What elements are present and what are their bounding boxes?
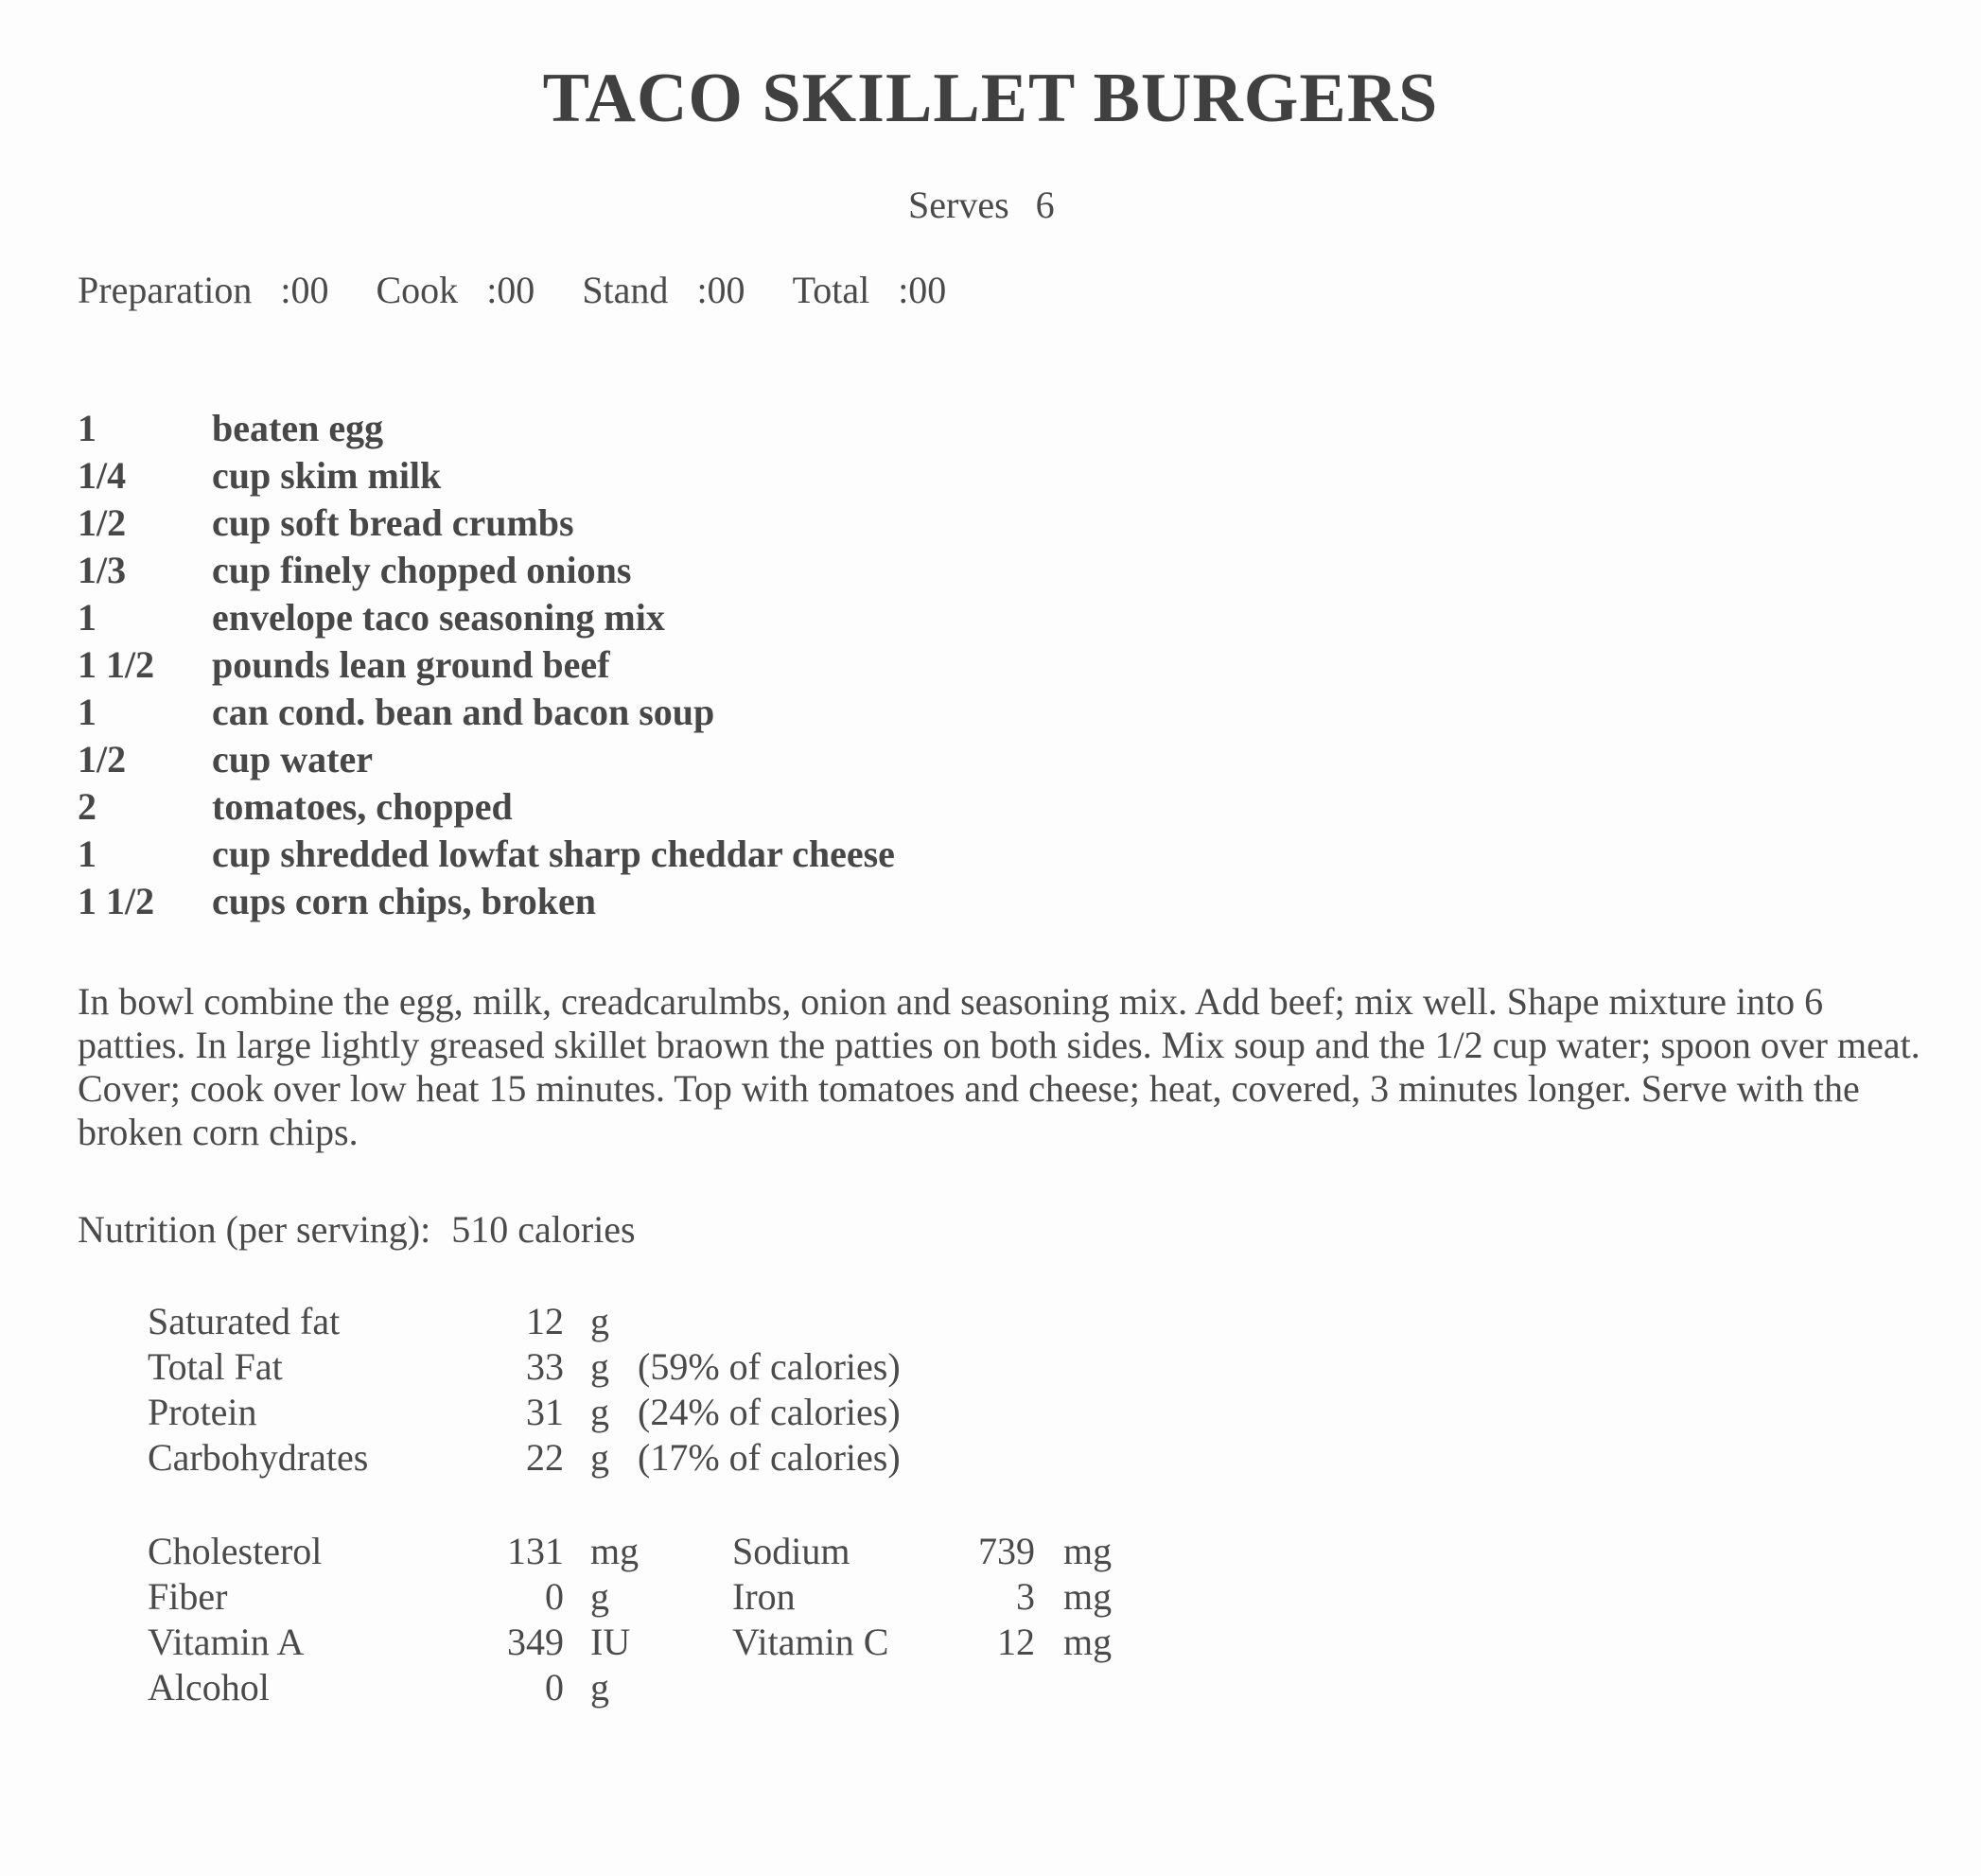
ingredient-text: can cond. bean and bacon soup [212, 691, 715, 733]
ingredient-row [78, 405, 895, 452]
micro-label: Vitamin A [148, 1621, 305, 1663]
nutrition-label: Nutrition (per serving): [78, 1208, 431, 1251]
micro-value: 0 [545, 1666, 564, 1709]
ingredient-row [78, 452, 895, 500]
time-value: :00 [280, 269, 329, 311]
micro-value: 349 [507, 1621, 564, 1663]
ingredient-qty: 1 1/2 [78, 643, 155, 686]
ingredient-text: cup finely chopped onions [212, 549, 632, 591]
ingredient-list [78, 405, 895, 925]
macro-unit: g [590, 1345, 609, 1388]
time-cook [377, 268, 535, 312]
micro-label: Sodium [732, 1530, 850, 1572]
ingredient-text: tomatoes, chopped [212, 785, 513, 828]
macro-row [148, 1390, 901, 1435]
ingredient-qty: 2 [78, 785, 96, 828]
time-label: Total [792, 269, 870, 311]
macro-unit: g [590, 1391, 609, 1433]
ingredient-text: cup water [212, 738, 373, 780]
micro-row [148, 1665, 1112, 1710]
time-stand [582, 268, 745, 312]
macro-label: Protein [148, 1391, 257, 1433]
micro-table [148, 1529, 1112, 1710]
macro-row [148, 1435, 901, 1481]
nutrition-heading [78, 1207, 636, 1252]
instructions-paragraph: In bowl combine the egg, milk, creadcarulmbs, onion and seasoning mix. Add beef; mix well. Shape mixture into 6 patties. In large lightly greased skillet braown the patties on both sides. Mix soup and the 1/2 cup water; spoon over meat. Cover; cook over low heat 15 minutes. Top with tomatoes and cheese; heat, covered, 3 minutes longer. Serve with the broken corn chips. [78, 980, 1920, 1153]
micro-unit: mg [590, 1530, 640, 1572]
ingredient-qty: 1/2 [78, 738, 127, 780]
ingredient-row [78, 641, 895, 689]
ingredient-row [78, 831, 895, 878]
micro-label: Cholesterol [148, 1530, 323, 1572]
micro-label: Iron [732, 1575, 796, 1618]
ingredient-qty: 1/4 [78, 454, 127, 497]
macro-label: Total Fat [148, 1345, 283, 1388]
time-total [793, 268, 947, 312]
micro-unit: g [590, 1666, 609, 1709]
ingredient-text: cup shredded lowfat sharp cheddar cheese [212, 833, 895, 875]
ingredient-qty: 1/2 [78, 501, 127, 544]
macro-unit: g [590, 1300, 609, 1342]
macro-label: Carbohydrates [148, 1436, 369, 1479]
macro-table [148, 1299, 901, 1481]
macro-value: 22 [526, 1436, 564, 1479]
ingredient-text: cup soft bread crumbs [212, 501, 574, 544]
micro-label: Fiber [148, 1575, 228, 1618]
ingredient-row [78, 878, 895, 925]
ingredient-qty: 1 [78, 596, 96, 639]
micro-label: Alcohol [148, 1666, 270, 1709]
micro-unit: g [590, 1575, 609, 1618]
time-line [78, 268, 984, 312]
recipe-title: TACO SKILLET BURGERS [542, 60, 1439, 137]
macro-value: 31 [526, 1391, 564, 1433]
micro-value: 131 [507, 1530, 564, 1572]
macro-label: Saturated fat [148, 1300, 341, 1342]
time-label: Stand [582, 269, 669, 311]
ingredient-qty: 1/3 [78, 549, 127, 591]
ingredient-qty: 1 1/2 [78, 880, 155, 922]
macro-percent: (17% of calories) [638, 1436, 901, 1479]
serves-label: Serves [908, 184, 1009, 226]
macro-value: 33 [526, 1345, 564, 1388]
ingredient-row [78, 594, 895, 641]
serves-value: 6 [1035, 184, 1055, 226]
serves-line [908, 183, 1055, 227]
time-value: :00 [898, 269, 947, 311]
time-label: Cook [376, 269, 459, 311]
micro-value: 739 [978, 1530, 1035, 1572]
micro-row [148, 1620, 1112, 1665]
macro-row [148, 1299, 901, 1344]
ingredient-row [78, 783, 895, 831]
nutrition-calories: 510 calories [451, 1208, 636, 1251]
micro-unit: mg [1063, 1575, 1113, 1618]
ingredient-text: cups corn chips, broken [212, 880, 597, 922]
micro-value: 0 [545, 1575, 564, 1618]
ingredient-text: pounds lean ground beef [212, 643, 610, 686]
micro-unit: mg [1063, 1621, 1113, 1663]
ingredient-text: beaten egg [212, 407, 384, 449]
ingredient-row [78, 547, 895, 594]
micro-label: Vitamin C [732, 1621, 889, 1663]
ingredient-row [78, 736, 895, 783]
time-value: :00 [696, 269, 745, 311]
macro-percent: (24% of calories) [638, 1391, 901, 1433]
ingredient-qty: 1 [78, 833, 96, 875]
ingredient-qty: 1 [78, 691, 96, 733]
micro-value: 12 [997, 1621, 1035, 1663]
ingredient-text: envelope taco seasoning mix [212, 596, 665, 639]
micro-row [148, 1529, 1112, 1574]
macro-row [148, 1344, 901, 1390]
ingredient-text: cup skim milk [212, 454, 442, 497]
time-preparation [78, 268, 329, 312]
ingredient-qty: 1 [78, 407, 96, 449]
time-value: :00 [486, 269, 535, 311]
time-label: Preparation [78, 269, 253, 311]
micro-row [148, 1574, 1112, 1620]
macro-percent: (59% of calories) [638, 1345, 901, 1388]
macro-value: 12 [526, 1300, 564, 1342]
micro-unit: IU [590, 1621, 631, 1663]
ingredient-row [78, 500, 895, 547]
micro-unit: mg [1063, 1530, 1113, 1572]
ingredient-row [78, 689, 895, 736]
macro-unit: g [590, 1436, 609, 1479]
micro-value: 3 [1016, 1575, 1035, 1618]
